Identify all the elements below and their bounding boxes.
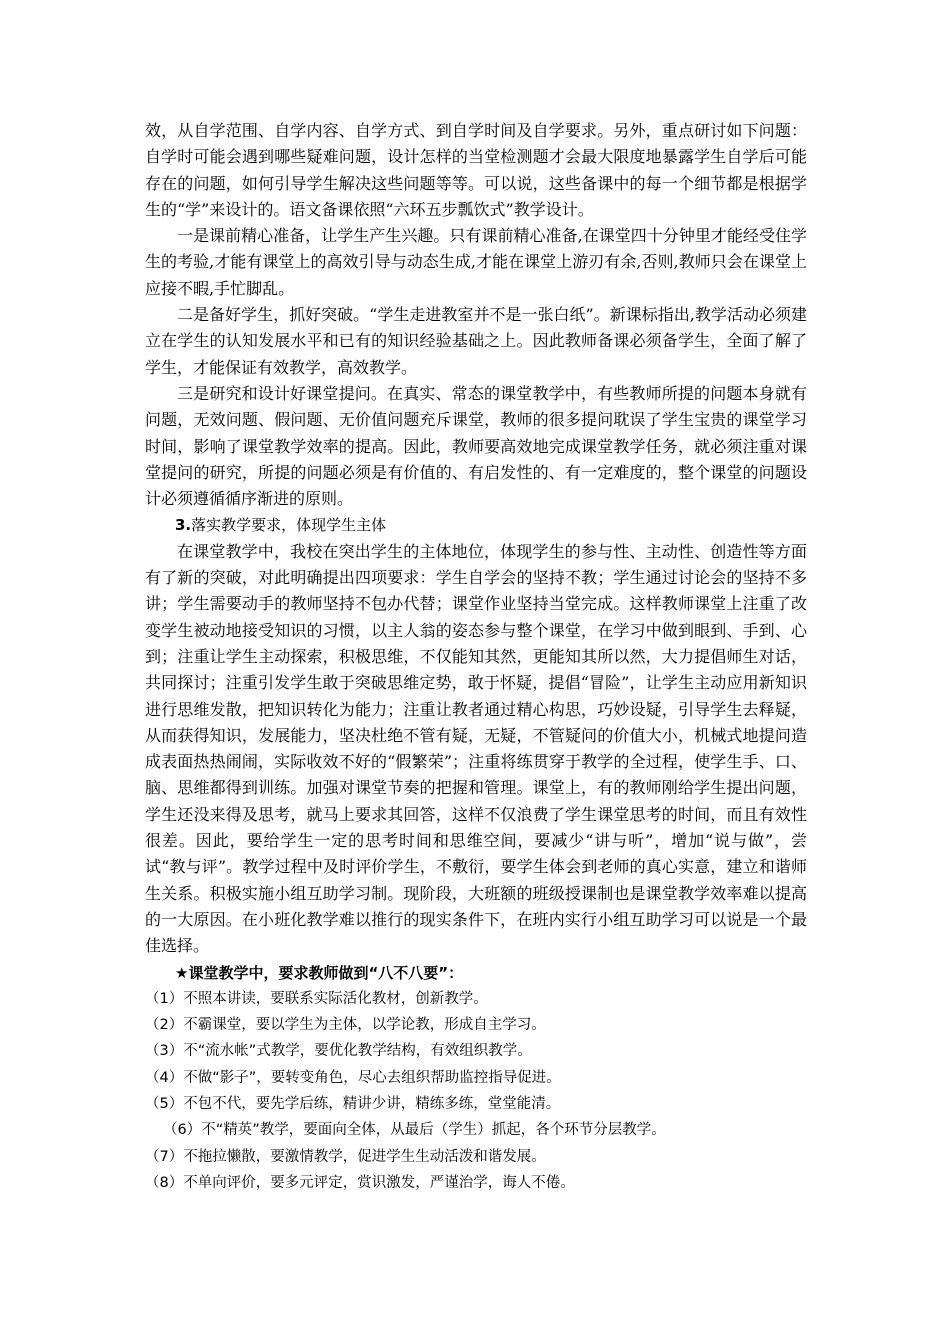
paragraph-student-subject: 在课堂教学中，我校在突出学生的主体地位，体现学生的参与性、主动性、创造性等方面有了新的突破，对此明确提出四项要求：学生自学会的坚持不教；学生通过讨论会的坚持不多讲；学生需要动手的教师坚持不包办代替；课堂作业坚持当堂完成。这样教师课堂上注重了改变学生被动地接受知识的习惯，以主人翁的姿态参与整个课堂，在学习中做到眼到、手到、心到；注重让学生主动探索，积极思维，不仅能知其然，更能知其所以然，大力提倡师生对话，共同探讨；注重引发学生敢于突破思维定势，敢于怀疑，提倡“冒险”，让学生主动应用新知识进行思维发散，把知识转化为能力；注重让教者通过精心构思，巧妙设疑，引导学生去释疑，从而获得知识，发展能力，坚决杜绝不管有疑，无疑，不管疑问的价值大小，机械式地提问造成表面热热闹闹，实际收效不好的“假繁荣”；注重将练贯穿于教学的全过程，使学生手、口、脑、思维都得到训练。加强对课堂节奏的把握和管理。课堂上，有的教师刚给学生提出问题，学生还没来得及思考，就马上要求其回答，这样不仅浪费了学生课堂思考的时间，而且有效性很差。因此，要给学生一定的思考时间和思维空间，要减少“讲与听”，增加“说与做”，尝试“教与评”。教学过程中及时评价学生，不敷衍，要学生体会到老师的真心实意，建立和谐师生关系。积极实施小组互助学习制。现阶段，大班额的班级授课制也是课堂教学效率难以提高的一大原因。在小班化教学难以推行的现实条件下，在班内实行小组互助学习可以说是一个最佳选择。 <box>145 541 807 956</box>
section-heading <box>145 512 807 538</box>
rule-item-3: （3）不“流水帐”式教学，要优化教学结构，有效组织教学。 <box>145 1043 532 1060</box>
rule-item-7: （7）不拖拉懒散，要激情教学，促进学生生动活泼和谐发展。 <box>145 1148 546 1165</box>
paragraph-preparation: 一是课前精心准备，让学生产生兴趣。只有课前精心准备,在课堂四十分钟里才能经受住学生的考验,才能有课堂上的高效引导与动态生成,才能在课堂上游刃有余,否则,教师只会在课堂上应接不暇,手忙脚乱。 <box>145 226 807 298</box>
rule-item-5: （5）不包不代，要先学后练，精讲少讲，精练多练，堂堂能清。 <box>145 1095 561 1112</box>
paragraph-continuation: 效，从自学范围、自学内容、自学方式、到自学时间及自学要求。另外，重点研讨如下问题：自学时可能会遇到哪些疑难问题，设计怎样的当堂检测题才会最大限度地暴露学生自学后可能存在的问题，如何引导学生解决这些问题等等。可以说，这些备课中的每一个细节都是根据学生的“学”来设计的。语文备课依照“六环五步瓢饮式”教学设计。 <box>145 121 807 219</box>
rule-item-8: （8）不单向评价，要多元评定，赏识激发，严谨治学，诲人不倦。 <box>145 1174 575 1191</box>
rules-subheading: ★课堂教学中，要求教师做到“八不八要”： <box>175 963 464 982</box>
paragraph-know-students: 二是备好学生，抓好突破。“学生走进教室并不是一张白纸”。新课标指出,教学活动必须建立在学生的认知发展水平和已有的知识经验基础之上。因此教师备课必须备学生，全面了解了学生，才能保证有效教学，高效教学。 <box>145 305 807 377</box>
rule-item-6: （6）不“精英”教学，要面向全体，从最后（学生）抓起，各个环节分层教学。 <box>163 1122 666 1139</box>
rule-item-1: （1）不照本讲读，要联系实际活化教材，创新教学。 <box>145 990 488 1007</box>
section-number: 3. <box>175 516 192 535</box>
document-page <box>145 118 807 1196</box>
rule-item-2: （2）不霸课堂，要以学生为主体，以学论教，形成自主学习。 <box>145 1017 546 1034</box>
rule-item-4: （4）不做“影子”，要转变角色，尽心去组织帮助监控指导促进。 <box>145 1069 561 1086</box>
paragraph-questioning: 三是研究和设计好课堂提问。在真实、常态的课堂教学中，有些教师所提的问题本身就有问题，无效问题、假问题、无价值问题充斥课堂，教师的很多提问耽误了学生宝贵的课堂学习时间，影响了课堂教学效率的提高。因此，教师要高效地完成课堂教学任务，就必须注重对课堂提问的研究，所提的问题必须是有价值的、有启发性的、有一定难度的，整个课堂的问题设计必须遵循循序渐进的原则。 <box>145 383 807 509</box>
section-title: 落实教学要求，体现学生主体 <box>191 516 387 535</box>
